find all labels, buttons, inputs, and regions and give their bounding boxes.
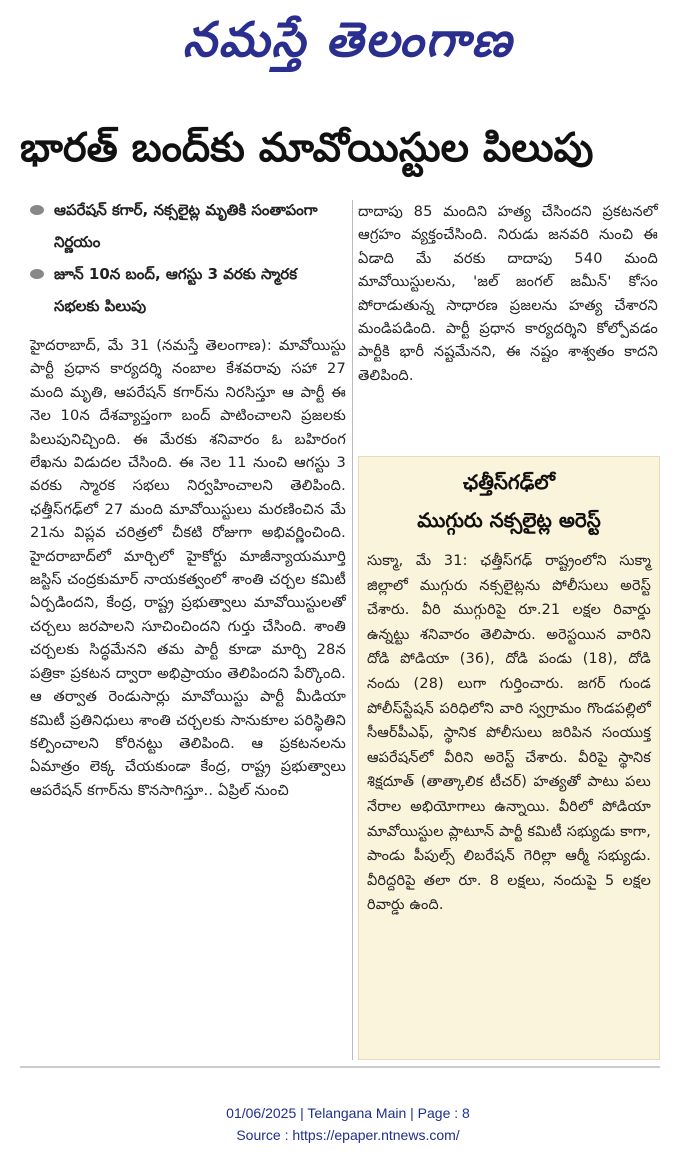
footer-source-link[interactable]: Source : https://epaper.ntnews.com/ — [236, 1127, 460, 1143]
newspaper-masthead: నమస్తే తెలంగాణ — [182, 12, 514, 68]
footer-date-page: 01/06/2025 | Telangana Main | Page : 8 — [226, 1105, 470, 1121]
footer-divider — [20, 1066, 660, 1068]
column-divider — [352, 200, 353, 1060]
source-footer — [0, 1102, 696, 1146]
right-column — [358, 200, 658, 387]
summary-bullets — [30, 194, 346, 334]
box-title-line1: ఛత్తీస్‌గఢ్‌లో — [463, 470, 555, 494]
bullet-dot-icon — [30, 205, 44, 215]
left-column — [30, 194, 346, 802]
sidebar-news-box — [358, 456, 660, 1060]
article-body-right: దాదాపు 85 మందిని హత్య చేసిందని ప్రకటనలో ఆగ్రహం వ్యక్తంచేసింది. నిరుడు జనవరి నుంచి ఈ ఏడాది మే వరకు దాదాపు 540 మంది మావోయిస్టులను, 'జల్ జంగల్ జమీన్' కోసం పోరాడుతున్న సాధారణ ప్రజలను హత్య చేశారని మండిపడింది. పార్టీ ప్రధాన కార్యదర్శిని కోల్పోవడం పార్టీకి భారీ నష్టమేనని, ఈ నష్టం శాశ్వతం కాదని తెలిపింది. — [358, 203, 658, 384]
bullet-text: జూన్ 10న బంద్, ఆగస్టు 3 వరకు స్మారక సభలకు పిలుపు — [54, 265, 298, 315]
article-body-left: హైదరాబాద్, మే 31 (నమస్తే తెలంగాణ): మావోయిస్టు పార్టీ ప్రధాన కార్యదర్శి నంబాల కేశవరావు సహా 27 మంది మృతి, ఆపరేషన్ కగార్‌ను నిరసిస్తూ ఆ పార్టీ ఈ నెల 10న దేశవ్యాప్తంగా బంద్ పాటించాలని ప్రజలకు పిలుపునిచ్చింది. ఈ మేరకు శనివారం ఓ బహిరంగ లేఖను విడుదల చేసింది. ఈ నెల 11 నుంచి ఆగస్టు 3 వరకు స్మారక సభలు నిర్వహించాలని తెలిపింది. ఛత్తీస్‌గఢ్‌లో 27 మంది మావోయిస్టులు మరణించిన మే 21ను విప్లవ చరిత్రలో చీకటి రోజుగా అభివర్ణించింది. హైదరాబాద్‌లో మార్చిలో హైకోర్టు మాజీన్యాయమూర్తి జస్టిస్ చంద్రకుమార్ నాయకత్వంలో శాంతి చర్చల కమిటీ ఏర్పడిందని, కేంద్ర, రాష్ట్ర ప్రభుత్వాలు మావోయిస్టులతో చర్చలు జరపాలని సూచించిందని గుర్తు చేసింది. శాంతి చర్చలకు సిద్ధమేనని తమ పార్టీ కూడా మార్చి 28న పత్రికా ప్రకటన ద్వారా అభిప్రాయం తెలిపిందని పేర్కొంది. ఆ తర్వాత రెండుసార్లు మావోయిస్టు పార్టీ మీడియా కమిటీ ప్రతినిధులు శాంతి చర్చలకు సానుకూల పరిస్థితిని కల్పించాలని కోరినట్టు తెలిపింది. ఆ ప్రకటనలను ఏమాత్రం లెక్క చేయకుండా కేంద్ర, రాష్ట్ర ప్రభుత్వాలు ఆపరేషన్ కగార్‌ను కొనసాగిస్తూ.. ఏప్రిల్ నుంచి — [30, 337, 346, 799]
box-body: సుక్మా, మే 31: ఛత్తీస్‌గఢ్ రాష్ట్రంలోని సుక్మా జిల్లాలో ముగ్గురు నక్సలైట్లను పోలీసులు అరెస్ట్ చేశారు. వీరి ముగ్గురిపై రూ.21 లక్షల రివార్డు ఉన్నట్టు శనివారం తెలిపారు. అరెస్టయిన వారిని దోడి పోడియా (36), దోడి పండు (18), దోడి నందు (28) లుగా గుర్తించారు. జగర్ గుండ పోలీస్‌స్టేషన్ పరిధిలోని వారి స్వగ్రామం గొండపల్లిలో సీఆర్‌పీఎఫ్, స్థానిక పోలీసులు జరిపిన సంయుక్త ఆపరేషన్‌లో వీరిని అరెస్ట్ చేశారు. వీరిపై స్థానిక శిక్షదూత్ (తాత్కాలిక టీచర్) హత్యతో పాటు పలు నేరాల అభియోగాలు ఉన్నాయి. వీరిలో పోడియా మావోయిస్టుల ప్లాటూన్ పార్టీ కమిటీ సభ్యుడు కాగా, పాండు పీపుల్స్ లిబరేషన్ గెరిల్లా ఆర్మీ సభ్యుడు. వీరిద్దరిపై తలా రూ. 8 లక్షలు, నందుపై 5 లక్షల రివార్డు ఉంది. — [367, 553, 651, 914]
bullet-item — [30, 258, 346, 322]
bullet-dot-icon — [30, 269, 44, 279]
article-headline: భారత్ బంద్‌కు మావోయిస్టుల పిలుపు — [20, 125, 594, 171]
bullet-item — [30, 194, 346, 258]
bullet-text: ఆపరేషన్ కగార్, నక్సలైట్ల మృతికి సంతాపంగా నిర్ణయం — [54, 201, 318, 251]
box-title-line2: ముగ్గురు నక్సలైట్ల అరెస్ట్ — [417, 508, 601, 532]
